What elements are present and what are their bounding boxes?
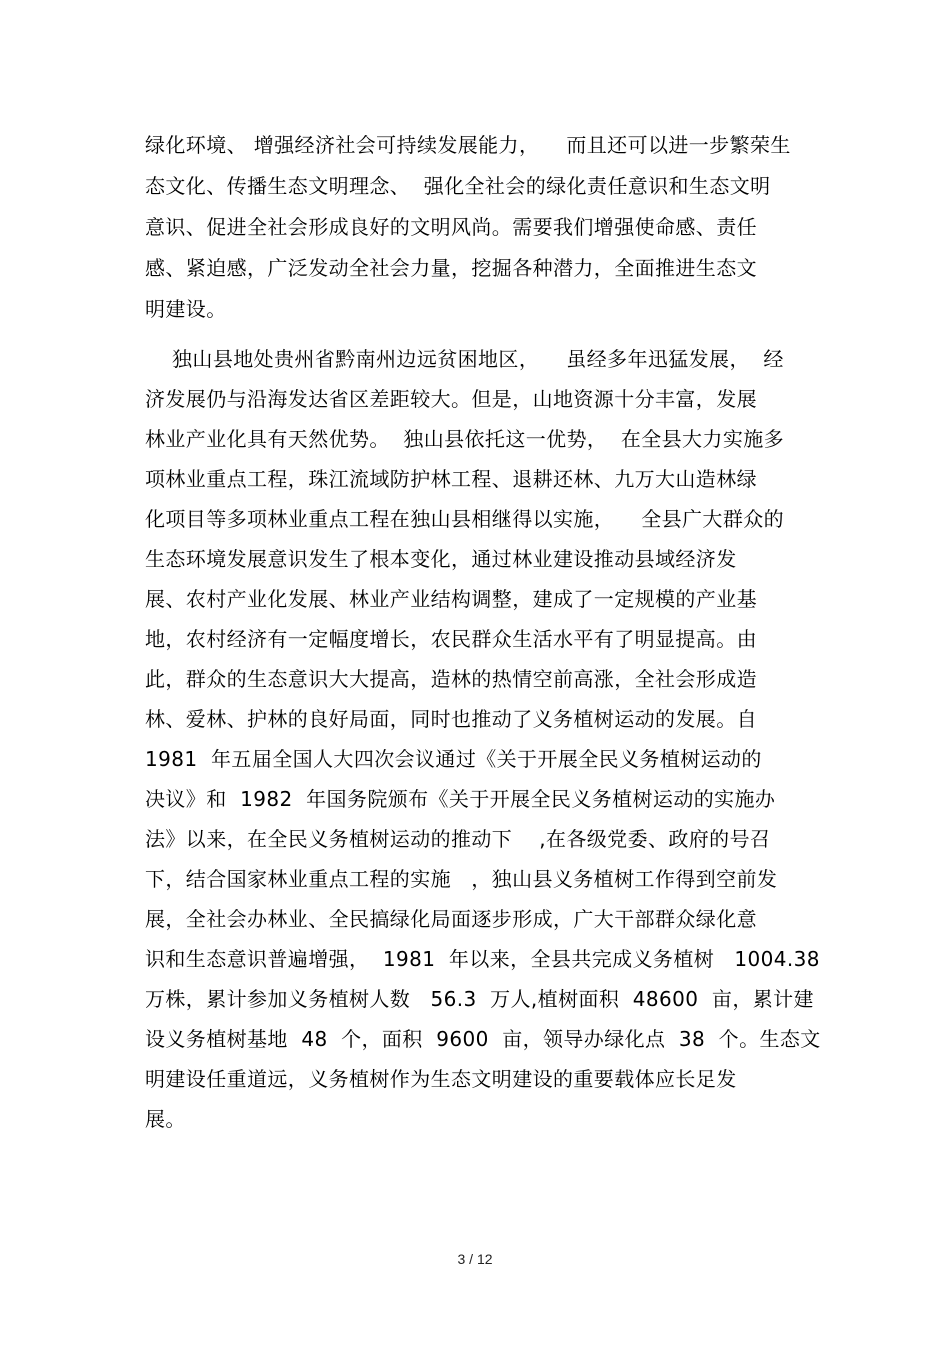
text-line: 项林业重点工程，珠江流域防护林工程、退耕还林、九万大山造林绿 <box>145 467 757 491</box>
text-line: 济发展仍与沿海发达省区差距较大。但是，山地资源十分丰富，发展 <box>145 387 757 411</box>
text-line: 识和生态意识普遍增强， 1981 年以来，全县共完成义务植树 1004.38 <box>145 947 820 971</box>
text-line: 感、紧迫感，广泛发动全社会力量，挖掘各种潜力，全面推进生态文 <box>145 256 757 280</box>
text-line: 生态环境发展意识发生了根本变化，通过林业建设推动县域经济发 <box>145 547 737 571</box>
text-line: 化项目等多项林业重点工程在独山县相继得以实施， 全县广大群众的 <box>145 507 785 531</box>
text-line: 万株，累计参加义务植树人数 56.3 万人,植树面积 48600 亩，累计建 <box>145 987 814 1011</box>
text-line: 下，结合国家林业重点工程的实施 ，独山县义务植树工作得到空前发 <box>145 867 778 891</box>
text-line: 法》以来，在全民义务植树运动的推动下 ,在各级党委、政府的号召 <box>145 827 771 851</box>
text-line: 态文化、传播生态文明理念、 强化全社会的绿化责任意识和生态文明 <box>145 174 771 198</box>
text-line: 绿化环境、 增强经济社会可持续发展能力， 而且还可以进一步繁荣生 <box>145 133 791 157</box>
text-line: 林、爱林、护林的良好局面，同时也推动了义务植树运动的发展。自 <box>145 707 757 731</box>
text-line: 此，群众的生态意识大大提高，造林的热情空前高涨，全社会形成造 <box>145 667 757 691</box>
text-line: 设义务植树基地 48 个，面积 9600 亩，领导办绿化点 38 个。生态文 <box>145 1027 821 1051</box>
text-line: 1981 年五届全国人大四次会议通过《关于开展全民义务植树运动的 <box>145 747 762 771</box>
text-line: 意识、促进全社会形成良好的文明风尚。需要我们增强使命感、责任 <box>145 215 757 239</box>
text-line: 明建设。 <box>145 297 227 321</box>
text-line: 展、农村产业化发展、林业产业结构调整，建成了一定规模的产业基 <box>145 587 757 611</box>
text-line: 独山县地处贵州省黔南州边远贫困地区， 虽经多年迅猛发展， 经 <box>145 347 784 371</box>
text-line: 林业产业化具有天然优势。 独山县依托这一优势， 在全县大力实施多 <box>145 427 785 451</box>
text-line: 决议》和 1982 年国务院颁布《关于开展全民义务植树运动的实施办 <box>145 787 776 811</box>
text-line: 地，农村经济有一定幅度增长，农民群众生活水平有了明显提高。由 <box>145 627 757 651</box>
text-line: 展，全社会办林业、全民搞绿化局面逐步形成，广大干部群众绿化意 <box>145 907 757 931</box>
text-line: 展。 <box>145 1107 186 1131</box>
text-line: 明建设任重道远，义务植树作为生态文明建设的重要载体应长足发 <box>145 1067 737 1091</box>
page-number: 3 / 12 <box>457 1251 493 1267</box>
